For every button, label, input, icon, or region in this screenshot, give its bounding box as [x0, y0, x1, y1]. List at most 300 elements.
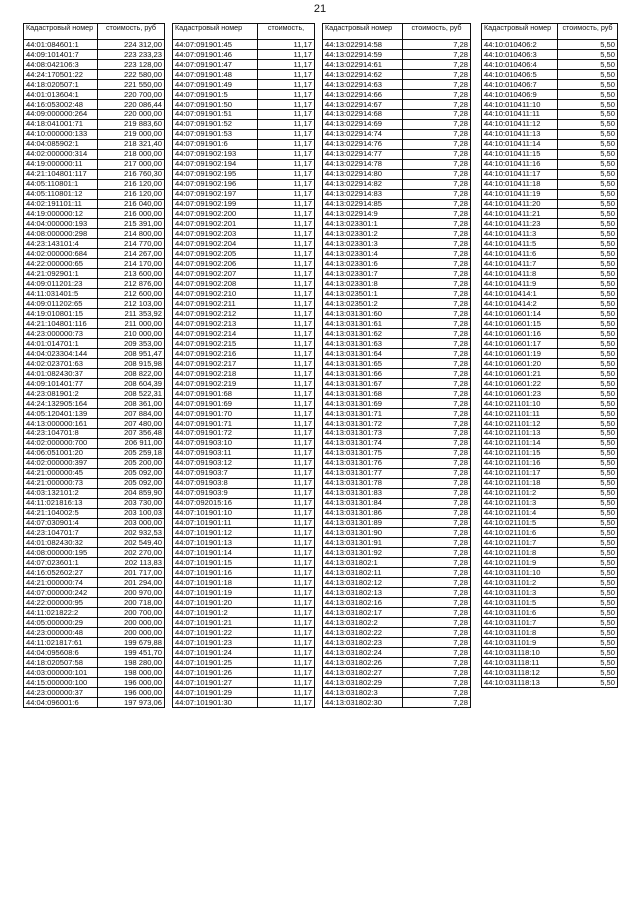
cost-cell: 208 522,31 [98, 388, 165, 398]
cadastral-number-cell: 44:10:010411:12 [482, 119, 558, 129]
cadastral-number-cell: 44:07:101901:30 [173, 697, 258, 707]
table-row [482, 408, 618, 418]
cadastral-number-cell: 44:13:031802:2 [323, 618, 403, 628]
cost-cell: 7,28 [403, 668, 471, 678]
table-row [24, 398, 165, 408]
column-header-cost: стоимость, [258, 24, 315, 40]
cadastral-number-cell: 44:10:010406:5 [482, 69, 558, 79]
cadastral-number-cell: 44:13:031802:22 [323, 628, 403, 638]
cadastral-number-cell: 44:07:091901:48 [173, 69, 258, 79]
table-row [173, 229, 315, 239]
table-row [482, 398, 618, 408]
cost-cell: 5,50 [558, 239, 618, 249]
cadastral-number-cell: 44:10:021101:18 [482, 478, 558, 488]
cadastral-number-cell: 44:10:010411:19 [482, 189, 558, 199]
cadastral-number-cell: 44:23:143101:4 [24, 239, 98, 249]
cost-cell: 202 113,83 [98, 558, 165, 568]
cost-cell: 209 353,00 [98, 339, 165, 349]
cost-cell: 7,28 [403, 687, 471, 697]
cadastral-number-cell: 44:13:031301:90 [323, 528, 403, 538]
cost-cell: 7,28 [403, 458, 471, 468]
table-row [173, 339, 315, 349]
cadastral-number-cell: 44:15:000000:100 [24, 678, 98, 688]
table-row [482, 179, 618, 189]
cadastral-number-cell: 44:07:101901:23 [173, 638, 258, 648]
cadastral-number-cell: 44:05:110801:12 [24, 189, 98, 199]
table-row [24, 129, 165, 139]
table-row [323, 289, 471, 299]
cost-cell: 5,50 [558, 129, 618, 139]
cadastral-number-cell: 44:01:082430:32 [24, 538, 98, 548]
table-row [24, 468, 165, 478]
table-row [323, 79, 471, 89]
cost-cell: 208 604,39 [98, 378, 165, 388]
cost-cell: 216 120,00 [98, 189, 165, 199]
cadastral-number-cell: 44:07:091902:212 [173, 309, 258, 319]
cadastral-number-cell: 44:10:021101:4 [482, 508, 558, 518]
table-row [24, 219, 165, 229]
table-row [173, 658, 315, 668]
cadastral-number-cell: 44:13:031301:86 [323, 508, 403, 518]
cadastral-number-cell: 44:01:084601:1 [24, 40, 98, 50]
cost-cell: 5,50 [558, 199, 618, 209]
cadastral-number-cell: 44:10:031101:7 [482, 618, 558, 628]
cadastral-number-cell: 44:23:104701:7 [24, 528, 98, 538]
cadastral-number-cell: 44:07:101901:22 [173, 628, 258, 638]
table-row [24, 229, 165, 239]
cadastral-number-cell: 44:01:082430:37 [24, 368, 98, 378]
cost-cell: 11,17 [258, 588, 315, 598]
cadastral-number-cell: 44:13:031301:67 [323, 378, 403, 388]
table-row [323, 149, 471, 159]
cost-cell: 7,28 [403, 678, 471, 688]
cost-cell: 199 451,70 [98, 648, 165, 658]
cost-cell: 202 270,00 [98, 548, 165, 558]
table-row [173, 289, 315, 299]
cadastral-number-cell: 44:23:000000:73 [24, 329, 98, 339]
table-row [173, 89, 315, 99]
cost-cell: 5,50 [558, 99, 618, 109]
cadastral-number-cell: 44:13:031301:64 [323, 349, 403, 359]
cost-cell: 7,28 [403, 59, 471, 69]
cost-cell: 201 717,00 [98, 568, 165, 578]
cost-cell: 5,50 [558, 438, 618, 448]
table-row [482, 418, 618, 428]
cadastral-number-cell: 44:10:021101:12 [482, 418, 558, 428]
cost-cell: 5,50 [558, 588, 618, 598]
cadastral-number-cell: 44:10:031101:3 [482, 588, 558, 598]
cadastral-number-cell: 44:10:000000:133 [24, 129, 98, 139]
cost-cell: 11,17 [258, 359, 315, 369]
table-row [482, 458, 618, 468]
table-header-row [323, 24, 471, 40]
cadastral-number-cell: 44:13:023501:2 [323, 299, 403, 309]
cost-cell: 5,50 [558, 109, 618, 119]
table-row [24, 339, 165, 349]
cadastral-number-cell: 44:13:031802:24 [323, 648, 403, 658]
cadastral-number-cell: 44:21:104002:5 [24, 508, 98, 518]
cadastral-number-cell: 44:07:091903:11 [173, 448, 258, 458]
cadastral-number-cell: 44:10:010601:15 [482, 319, 558, 329]
table-row [323, 628, 471, 638]
cadastral-number-cell: 44:09:101401:7 [24, 49, 98, 59]
cadastral-number-cell: 44:24:132905:164 [24, 398, 98, 408]
table-row [323, 687, 471, 697]
table-row [173, 678, 315, 688]
table-row [173, 388, 315, 398]
cost-cell: 219 000,00 [98, 129, 165, 139]
table-row [323, 558, 471, 568]
cadastral-number-cell: 44:07:091902:199 [173, 199, 258, 209]
cost-cell: 11,17 [258, 608, 315, 618]
column-header-cadastral-number: Кадастровый номер [482, 24, 558, 40]
cost-cell: 203 100,03 [98, 508, 165, 518]
cost-cell: 7,28 [403, 528, 471, 538]
cadastral-number-cell: 44:07:101901:29 [173, 687, 258, 697]
cadastral-number-cell: 44:02:000000:684 [24, 249, 98, 259]
cost-cell: 11,17 [258, 69, 315, 79]
table-row [24, 687, 165, 697]
cost-cell: 205 200,00 [98, 458, 165, 468]
cadastral-number-cell: 44:22:000000:95 [24, 598, 98, 608]
cost-cell: 7,28 [403, 568, 471, 578]
table-row [24, 199, 165, 209]
cost-cell: 5,50 [558, 548, 618, 558]
table-row [323, 618, 471, 628]
cadastral-number-cell: 44:07:091903:7 [173, 468, 258, 478]
table-header-row [173, 24, 315, 40]
table-row [323, 598, 471, 608]
cost-cell: 11,17 [258, 508, 315, 518]
table-row [173, 518, 315, 528]
cost-cell: 7,28 [403, 378, 471, 388]
cost-cell: 5,50 [558, 488, 618, 498]
cost-cell: 5,50 [558, 89, 618, 99]
cadastral-number-cell: 44:10:010601:23 [482, 388, 558, 398]
cost-cell: 200 700,00 [98, 608, 165, 618]
table-row [323, 319, 471, 329]
cadastral-number-cell: 44:07:091902:205 [173, 249, 258, 259]
table-row [482, 269, 618, 279]
table-row [24, 189, 165, 199]
table-row [24, 269, 165, 279]
table-row [482, 239, 618, 249]
table-row [482, 349, 618, 359]
table-row [173, 69, 315, 79]
cadastral-number-cell: 44:19:010801:15 [24, 309, 98, 319]
cost-cell: 222 580,00 [98, 69, 165, 79]
cost-cell: 5,50 [558, 339, 618, 349]
cost-cell: 7,28 [403, 548, 471, 558]
cost-cell: 5,50 [558, 329, 618, 339]
table-row [482, 40, 618, 50]
cost-cell: 207 480,00 [98, 418, 165, 428]
cost-cell: 11,17 [258, 448, 315, 458]
table-row [24, 49, 165, 59]
table-row [24, 319, 165, 329]
cadastral-number-cell: 44:10:010411:17 [482, 169, 558, 179]
table-row [24, 608, 165, 618]
table-row [323, 378, 471, 388]
cadastral-number-cell: 44:13:031802:1 [323, 558, 403, 568]
cost-cell: 11,17 [258, 408, 315, 418]
cost-cell: 213 600,00 [98, 269, 165, 279]
cost-cell: 11,17 [258, 458, 315, 468]
cadastral-number-cell: 44:10:031101:2 [482, 578, 558, 588]
cadastral-number-cell: 44:09:011201:23 [24, 279, 98, 289]
cost-cell: 217 000,00 [98, 159, 165, 169]
cost-cell: 7,28 [403, 179, 471, 189]
cadastral-number-cell: 44:13:022914:63 [323, 79, 403, 89]
cadastral-number-cell: 44:10:010414:1 [482, 289, 558, 299]
table-row [24, 578, 165, 588]
cadastral-number-cell: 44:07:101901:27 [173, 678, 258, 688]
cadastral-number-cell: 44:07:101901:19 [173, 588, 258, 598]
table-row [24, 638, 165, 648]
table-row [482, 129, 618, 139]
cost-cell: 7,28 [403, 368, 471, 378]
cadastral-number-cell: 44:10:010411:16 [482, 159, 558, 169]
cost-cell: 5,50 [558, 448, 618, 458]
table-row [173, 129, 315, 139]
cadastral-number-cell: 44:13:031301:60 [323, 309, 403, 319]
table-row [323, 119, 471, 129]
table-row [482, 359, 618, 369]
cost-cell: 5,50 [558, 498, 618, 508]
cadastral-number-cell: 44:13:031802:23 [323, 638, 403, 648]
table-row [173, 159, 315, 169]
cost-cell: 11,17 [258, 478, 315, 488]
cadastral-number-cell: 44:04:000000:193 [24, 219, 98, 229]
table-row [482, 498, 618, 508]
cadastral-number-cell: 44:13:022914:77 [323, 149, 403, 159]
cadastral-number-cell: 44:13:031802:29 [323, 678, 403, 688]
cost-cell: 5,50 [558, 69, 618, 79]
cadastral-number-cell: 44:10:010411:15 [482, 149, 558, 159]
cadastral-number-cell: 44:07:091902:196 [173, 179, 258, 189]
table-row [323, 259, 471, 269]
table-row [482, 249, 618, 259]
table-row [173, 259, 315, 269]
cost-cell: 5,50 [558, 319, 618, 329]
table-row [24, 40, 165, 50]
table-row [173, 269, 315, 279]
cost-cell: 5,50 [558, 628, 618, 638]
cost-cell: 11,17 [258, 229, 315, 239]
table-row [173, 438, 315, 448]
cost-cell: 11,17 [258, 189, 315, 199]
cost-cell: 11,17 [258, 388, 315, 398]
cadastral-number-cell: 44:13:031301:83 [323, 488, 403, 498]
table-row [24, 508, 165, 518]
cadastral-number-cell: 44:03:000000:101 [24, 668, 98, 678]
cost-cell: 11,17 [258, 159, 315, 169]
cost-cell: 205 092,00 [98, 478, 165, 488]
cadastral-number-cell: 44:07:091901:68 [173, 388, 258, 398]
cadastral-number-cell: 44:07:091901:47 [173, 59, 258, 69]
table-row [173, 458, 315, 468]
cost-cell: 214 770,00 [98, 239, 165, 249]
cost-cell: 208 915,98 [98, 359, 165, 369]
cadastral-number-cell: 44:13:031301:68 [323, 388, 403, 398]
cadastral-number-cell: 44:13:023301:8 [323, 279, 403, 289]
cadastral-number-cell: 44:21:000000:45 [24, 468, 98, 478]
cost-cell: 196 000,00 [98, 678, 165, 688]
table-row [323, 398, 471, 408]
table-row [24, 628, 165, 638]
cadastral-number-cell: 44:10:021101:8 [482, 548, 558, 558]
cadastral-number-cell: 44:04:096001:6 [24, 697, 98, 707]
cadastral-number-cell: 44:10:010411:5 [482, 239, 558, 249]
cost-cell: 5,50 [558, 159, 618, 169]
cost-cell: 7,28 [403, 99, 471, 109]
cost-cell: 7,28 [403, 648, 471, 658]
table-row [24, 209, 165, 219]
cost-cell: 11,17 [258, 658, 315, 668]
table-row [173, 697, 315, 707]
cadastral-number-cell: 44:13:031301:75 [323, 448, 403, 458]
table-row [24, 59, 165, 69]
cadastral-number-cell: 44:07:101901:16 [173, 568, 258, 578]
cost-cell: 5,50 [558, 40, 618, 50]
table-row [173, 219, 315, 229]
table-row [482, 189, 618, 199]
cadastral-number-cell: 44:04:095608:6 [24, 648, 98, 658]
cost-cell: 7,28 [403, 638, 471, 648]
cadastral-number-cell: 44:13:031802:30 [323, 697, 403, 707]
table-row [482, 79, 618, 89]
cadastral-number-cell: 44:07:091901:53 [173, 129, 258, 139]
column-header-cadastral-number: Кадастровый номер [323, 24, 403, 40]
cost-cell: 7,28 [403, 229, 471, 239]
table-row [173, 109, 315, 119]
table-row [173, 448, 315, 458]
cost-cell: 218 321,40 [98, 139, 165, 149]
cost-cell: 7,28 [403, 259, 471, 269]
cost-cell: 212 600,00 [98, 289, 165, 299]
cost-cell: 11,17 [258, 648, 315, 658]
table-row [482, 678, 618, 688]
cost-cell: 5,50 [558, 59, 618, 69]
cost-cell: 211 000,00 [98, 319, 165, 329]
table-row [482, 259, 618, 269]
cost-cell: 5,50 [558, 359, 618, 369]
cadastral-number-cell: 44:10:021101:15 [482, 448, 558, 458]
table-row [482, 339, 618, 349]
cadastral-number-cell: 44:10:010601:22 [482, 378, 558, 388]
cadastral-number-cell: 44:07:101901:24 [173, 648, 258, 658]
table-row [24, 458, 165, 468]
table-row [24, 388, 165, 398]
cost-cell: 11,17 [258, 568, 315, 578]
table-row [24, 169, 165, 179]
cadastral-number-cell: 44:07:101901:11 [173, 518, 258, 528]
table-row [482, 488, 618, 498]
table-row [482, 319, 618, 329]
cost-cell: 7,28 [403, 299, 471, 309]
page-number: 21 [313, 3, 327, 15]
cost-cell: 5,50 [558, 508, 618, 518]
cost-cell: 11,17 [258, 349, 315, 359]
cadastral-number-cell: 44:13:022914:58 [323, 40, 403, 50]
table-row [482, 468, 618, 478]
cost-cell: 219 883,60 [98, 119, 165, 129]
cadastral-number-cell: 44:10:010601:14 [482, 309, 558, 319]
cadastral-number-cell: 44:10:010411:3 [482, 229, 558, 239]
table-row [173, 59, 315, 69]
table-row [24, 89, 165, 99]
cadastral-number-cell: 44:13:031301:69 [323, 398, 403, 408]
cadastral-number-cell: 44:13:023501:1 [323, 289, 403, 299]
table-row [482, 89, 618, 99]
cadastral-number-cell: 44:07:101901:10 [173, 508, 258, 518]
table-row [323, 159, 471, 169]
cadastral-number-cell: 44:11:021822:2 [24, 608, 98, 618]
cadastral-number-cell: 44:13:031301:74 [323, 438, 403, 448]
cost-cell: 7,28 [403, 428, 471, 438]
cadastral-number-cell: 44:07:091903:9 [173, 488, 258, 498]
cadastral-number-cell: 44:10:021101:9 [482, 558, 558, 568]
table-row [482, 548, 618, 558]
cadastral-number-cell: 44:10:010601:19 [482, 349, 558, 359]
cost-cell: 5,50 [558, 378, 618, 388]
cadastral-number-cell: 44:10:010406:7 [482, 79, 558, 89]
table-row [173, 49, 315, 59]
table-header-row [24, 24, 165, 40]
table-row [323, 608, 471, 618]
cadastral-number-cell: 44:13:031802:12 [323, 578, 403, 588]
cadastral-number-cell: 44:07:092015:16 [173, 498, 258, 508]
table-row [323, 349, 471, 359]
table-row [24, 159, 165, 169]
table-row [173, 329, 315, 339]
cadastral-number-cell: 44:13:022914:82 [323, 179, 403, 189]
table-row [24, 548, 165, 558]
cost-cell: 211 353,92 [98, 309, 165, 319]
cadastral-number-cell: 44:10:010411:13 [482, 129, 558, 139]
table-row [173, 687, 315, 697]
table-row [482, 588, 618, 598]
table-row [173, 349, 315, 359]
table-row [173, 139, 315, 149]
cost-cell: 202 932,53 [98, 528, 165, 538]
table-row [482, 99, 618, 109]
table-row [482, 658, 618, 668]
column-header-cost: стоимость, руб [98, 24, 165, 40]
table-row [482, 69, 618, 79]
table-row [173, 528, 315, 538]
cost-cell: 11,17 [258, 418, 315, 428]
table-row [482, 279, 618, 289]
cadastral-number-cell: 44:07:091902:217 [173, 359, 258, 369]
table-row [323, 59, 471, 69]
cadastral-number-cell: 44:07:091901:72 [173, 428, 258, 438]
cadastral-table-2 [172, 23, 315, 708]
cadastral-number-cell: 44:13:031802:27 [323, 668, 403, 678]
table-row [482, 558, 618, 568]
table-row [173, 179, 315, 189]
cadastral-number-cell: 44:07:101901:25 [173, 658, 258, 668]
cost-cell: 223 128,00 [98, 59, 165, 69]
cadastral-number-cell: 44:02:191101:11 [24, 199, 98, 209]
table-row [323, 299, 471, 309]
cadastral-number-cell: 44:10:021101:13 [482, 428, 558, 438]
table-row [323, 518, 471, 528]
cost-cell: 11,17 [258, 129, 315, 139]
cost-cell: 5,50 [558, 299, 618, 309]
table-row [173, 588, 315, 598]
cost-cell: 7,28 [403, 508, 471, 518]
